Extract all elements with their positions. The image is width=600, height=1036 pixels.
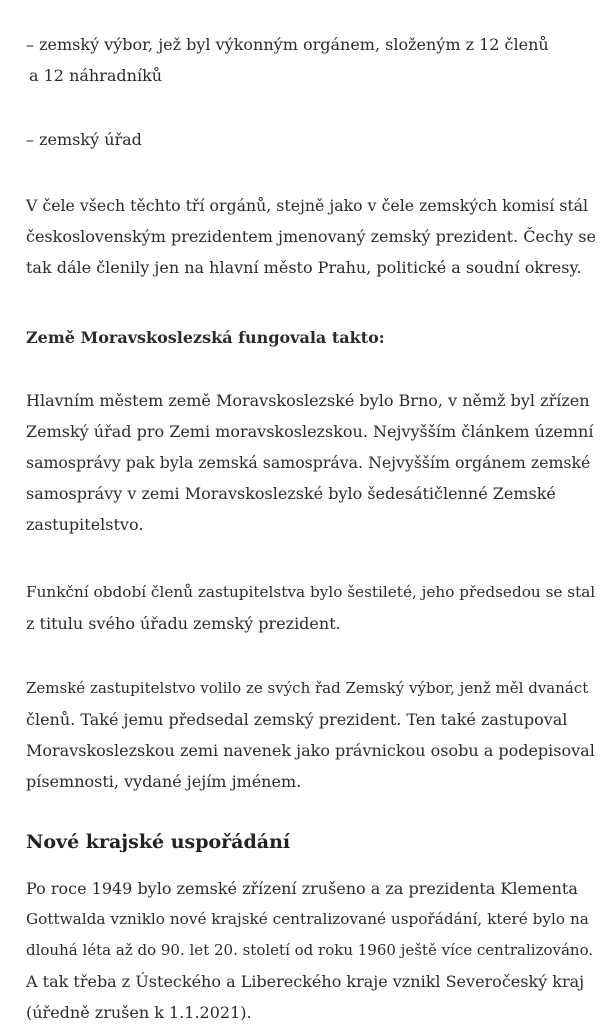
paragraph-committee-line-3: Moravskoslezskou zemi navenek jako právnickou osobu a podepisoval	[26, 741, 595, 760]
paragraph-term	[26, 577, 594, 639]
bullet-office	[26, 124, 594, 155]
paragraph-president-line-2: československým prezidentem jmenovaný zemský prezident. Čechy se	[26, 227, 596, 246]
paragraph-capital-line-5: zastupitelstvo.	[26, 515, 144, 534]
subheading-moravia: Země Moravskoslezská fungovala takto:	[26, 328, 385, 347]
paragraph-capital-line-4: samosprávy v zemi Moravskoslezské bylo šedesátičlenné Zemské	[26, 484, 556, 503]
paragraph-regions-line-3: dlouhá léta až do 90. let 20. století od roku 1960 ještě více centralizováno.	[26, 941, 594, 959]
bullet-committee-line-1: – zemský výbor, jež byl výkonným orgánem, složeným z 12 členů	[26, 35, 549, 54]
paragraph-capital-line-3: samosprávy pak byla zemská samospráva. Nejvyšším orgánem zemské	[26, 453, 591, 472]
paragraph-regions-line-1: Po roce 1949 bylo zemské zřízení zrušeno a za prezidenta Klementa	[26, 879, 578, 898]
paragraph-committee-line-1: Zemské zastupitelstvo volilo ze svých řad Zemský výbor, jenž měl dvanáct	[26, 679, 589, 697]
bullet-committee	[26, 29, 594, 91]
bullet-committee-line-2: a 12 náhradníků	[29, 66, 163, 85]
paragraph-committee-line-4: písemnosti, vydané jejím jménem.	[26, 772, 302, 791]
paragraph-president	[26, 190, 594, 283]
bullet-office-text: – zemský úřad	[26, 130, 142, 149]
paragraph-committee	[26, 673, 594, 797]
paragraph-capital	[26, 385, 594, 540]
paragraph-capital-line-1: Hlavním městem země Moravskoslezské bylo Brno, v němž byl zřízen	[26, 391, 590, 410]
paragraph-term-line-2: z titulu svého úřadu zemský prezident.	[26, 614, 341, 633]
section-title-regions: Nové krajské uspořádání	[26, 831, 291, 853]
paragraph-committee-line-2: členů. Také jemu předsedal zemský prezident. Ten také zastupoval	[26, 710, 568, 729]
paragraph-regions	[26, 873, 594, 1028]
paragraph-regions-line-4: A tak třeba z Ústeckého a Libereckého kraje vznikl Severočeský kraj	[26, 972, 585, 991]
paragraph-regions-line-2: Gottwalda vzniklo nové krajské centralizované uspořádání, které bylo na	[26, 910, 589, 928]
paragraph-term-line-1: Funkční období členů zastupitelstva bylo šestileté, jeho předsedou se stal	[26, 583, 596, 601]
paragraph-president-line-3: tak dále členily jen na hlavní město Prahu, politické a soudní okresy.	[26, 258, 582, 277]
paragraph-regions-line-5: (úředně zrušen k 1.1.2021).	[26, 1003, 252, 1022]
paragraph-president-line-1: V čele všech těchto tří orgánů, stejně jako v čele zemských komisí stál	[26, 196, 589, 215]
paragraph-capital-line-2: Zemský úřad pro Zemi moravskoslezskou. Nejvyšším článkem územní	[26, 422, 594, 441]
